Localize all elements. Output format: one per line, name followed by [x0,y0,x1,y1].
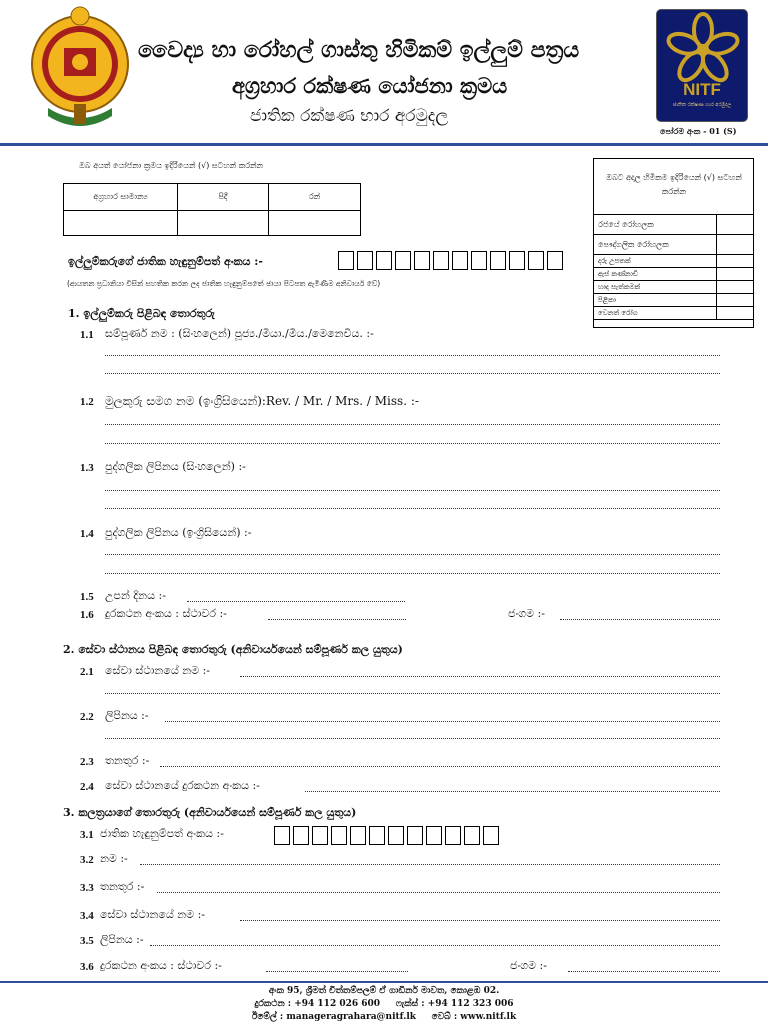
scheme-instruction: ඔබ අයත් යෝජනා ක්‍රමය ඉදිරියෙන් (√) සටහන් කරන්න [79,161,264,170]
claim-item: දරු උපතක් [594,255,717,268]
claim-check[interactable] [717,294,754,307]
spouse-name-line[interactable] [140,864,720,865]
footer-web: ඊමේල් : manageragrahara@nitf.lk වෙබ් : www.nitf.lk [251,1012,517,1022]
spouse-nic-boxes[interactable] [274,826,509,847]
spouse-designation-line[interactable] [157,892,720,893]
scheme-check-1[interactable] [64,211,178,236]
section2-title: 2. සේවා ස්ථානය පිළිබඳ තොරතුරු (අනිවාර්යයෙන් සම්පූර්ණ කල යුතුය) [63,643,403,656]
phone-land-label: දුරකථන අංකය : ස්ථාවර :- [105,607,227,620]
national-emblem [28,4,132,136]
spouse-address-line[interactable] [150,945,720,946]
spouse-nic-label: ජාතික හැඳුනුම්පත් අංකය :- [100,827,224,840]
title-line-2: අග්‍රහාර රක්ෂණ යෝජනා ක්‍රමය [232,73,508,98]
scheme-check-3[interactable] [269,211,361,236]
name-en-line-2[interactable] [105,443,720,444]
dob-line[interactable] [187,601,405,602]
dob-label: උපන් දිනය :- [105,589,166,602]
header-rule [0,143,768,146]
field-num: 3.4 [80,910,94,922]
claim-check[interactable] [717,281,754,294]
name-en-label: මුලකුරු සමග නම (ඉංග්‍රිසියෙන්):Rev. / Mr. / Mrs. / Miss. :- [105,394,419,408]
claim-check[interactable] [717,235,754,255]
workplace-address-line-1[interactable] [165,721,720,722]
claim-type-instruction: ඔබට අදාල හිමිකම ඉදිරියෙන් (√) සටහන් කරන්න [606,173,742,196]
phone-land-line[interactable] [268,619,406,620]
spouse-phone-mobile-line[interactable] [568,971,720,972]
spouse-phone-mobile-label: ජංගම :- [510,959,547,972]
spouse-address-label: ලිපිනය :- [100,933,144,946]
spouse-phone-land-label: දුරකථන අංකය : ස්ථාවර :- [100,959,222,972]
field-num: 1.4 [80,528,94,540]
spouse-workplace-line[interactable] [240,920,720,921]
section3-title: 3. කලත්‍රයාගේ තොරතුරු (අනිවාර්යයෙන් සම්පූර්ණ කල යුතුය) [63,806,357,819]
nitf-logo [656,9,748,122]
address-en-line-1[interactable] [105,554,720,555]
claim-check[interactable] [717,255,754,268]
claim-check[interactable] [717,268,754,281]
address-en-label: පුද්ගලික ලිපිනය (ඉංග්‍රිසියෙන්) :- [105,526,252,539]
nic-label: ඉල්ලුම්කරුගේ ජාතික හැඳුනුම්පත් අංකය :- [68,255,263,268]
scheme-col-agrahara: අග්‍රහාර සාමාන්‍ය [64,184,178,211]
claim-item: හෘද සැත්කමක් [594,281,717,294]
claim-item: ඇස් කණ්නාඩි [594,268,717,281]
phone-mobile-line[interactable] [560,619,720,620]
field-num: 1.5 [80,591,94,603]
full-name-si-line-2[interactable] [105,373,720,374]
phone-mobile-label: ජංගම :- [508,607,545,620]
nic-note: (ආයතන ප්‍රධානියා විසින් සහතික කරන ලද ජාතික හැඳුනුම්පතේ ඡායා පිටපත ඇමිණීම අනිවාර්ය වේ) [67,279,381,288]
full-name-si-line-1[interactable] [105,355,720,356]
flower-icon [657,10,749,90]
workplace-name-line-2[interactable] [105,693,720,694]
claim-item: පෞද්ගලික රෝහලක [594,235,717,255]
field-num: 1.6 [80,609,94,621]
address-si-line-1[interactable] [105,490,720,491]
claim-type-rows [593,214,754,320]
address-si-label: පුද්ගලික ලිපිනය (සිංහලෙන්) :- [105,460,246,473]
spouse-name-label: නම :- [100,852,128,865]
name-en-line-1[interactable] [105,424,720,425]
field-num: 3.2 [80,854,94,866]
workplace-address-label: ලිපිනය :- [105,709,149,722]
field-num: 3.3 [80,882,94,894]
scheme-table [63,183,361,236]
full-name-si-label: සම්පූර්ණ නම : (සිංහලෙන්) පූජ්‍ය./මියා./මිය./මෙනෙවිය. :- [105,327,374,340]
field-num: 3.5 [80,935,94,947]
claim-item: රජයේ රෝහලක [594,215,717,235]
field-num: 2.4 [80,781,94,793]
footer-address: අංක 95, ශ්‍රීමත් චිත්තම්පලම් ඒ ගාඩිනර් මාවත, කොළඹ 02. [268,986,500,996]
spouse-phone-land-line[interactable] [266,971,408,972]
address-en-line-2[interactable] [105,573,720,574]
workplace-name-line-1[interactable] [240,676,720,677]
nic-boxes[interactable] [338,251,574,272]
claim-check[interactable] [717,307,754,320]
title-line-3: ජාතික රක්ෂණ භාර අරමුදල [250,106,449,126]
field-num: 1.2 [80,396,94,408]
field-num: 1.3 [80,462,94,474]
nitf-logo-sub: ජාතික රක්ෂණ භාර අරමුදල [672,102,732,108]
scheme-check-2[interactable] [178,211,269,236]
nitf-logo-text: NITF [683,80,721,99]
section1-title: 1. ඉල්ලුම්කරු පිළිබඳ තොරතුරු [68,307,215,320]
workplace-phone-line[interactable] [305,791,720,792]
address-si-line-2[interactable] [105,508,720,509]
workplace-name-label: සේවා ස්ථානයේ නම :- [105,664,210,677]
spouse-designation-label: තනතුර :- [100,880,145,893]
field-num: 2.2 [80,711,94,723]
scheme-col-3: රන් [269,184,361,211]
footer-phone: දුරකථන : +94 112 026 600 ෆැක්ස් : +94 112 323 006 [254,999,514,1009]
designation-label: තනතුර :- [105,754,150,767]
claim-item: වෙනත් රෝග [594,307,717,320]
footer-rule [0,981,768,983]
claim-check[interactable] [717,215,754,235]
workplace-address-line-2[interactable] [105,738,720,739]
field-num: 3.6 [80,961,94,973]
field-num: 2.1 [80,666,94,678]
spouse-workplace-label: සේවා ස්ථානයේ නම :- [100,908,205,921]
field-num: 3.1 [80,829,94,841]
designation-line[interactable] [160,766,720,767]
workplace-phone-label: සේවා ස්ථානයේ දුරකථන අංකය :- [105,779,260,792]
field-num: 1.1 [80,329,94,341]
form-number: පෝරම අංක - 01 (S) [660,126,737,136]
title-line-1: වෛද්‍ය හා රෝහල් ගාස්තු හිමිකම් ඉල්ලුම් පත්‍රය [138,37,580,63]
claim-item: පිළිකා [594,294,717,307]
field-num: 2.3 [80,756,94,768]
scheme-col-2: පිදී [178,184,269,211]
